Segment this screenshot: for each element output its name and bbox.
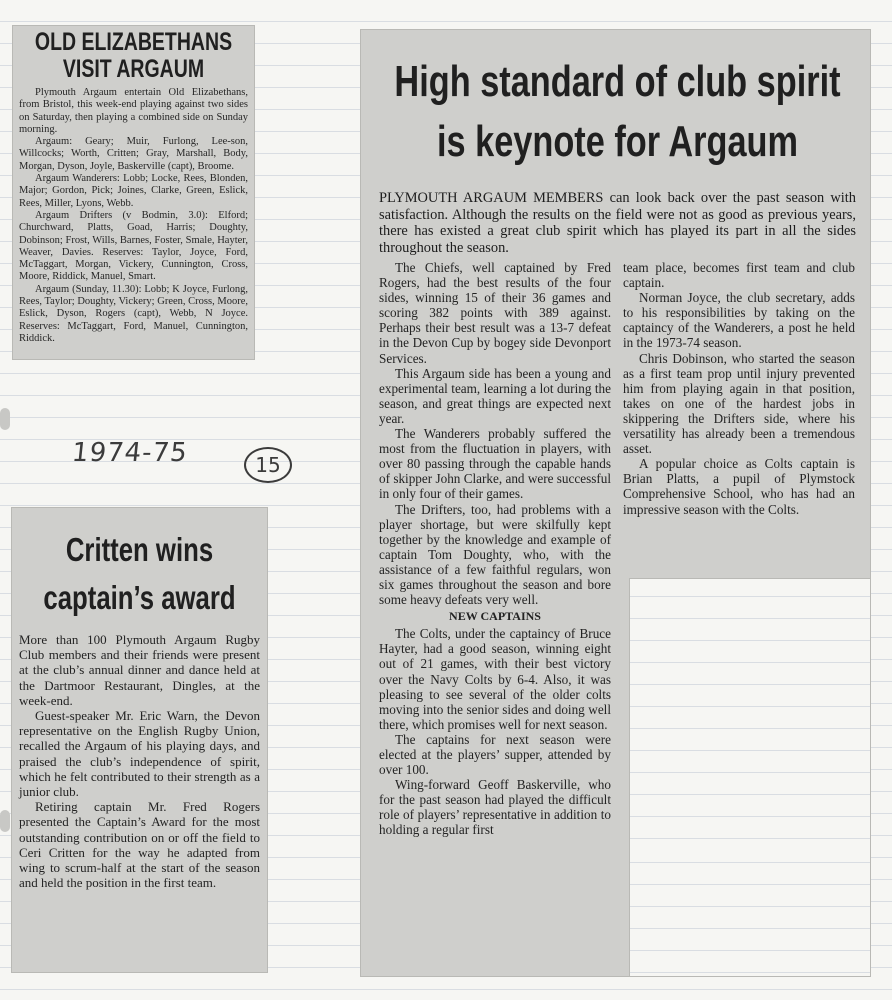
paragraph: Wing-forward Geoff Baskerville, who for the past season had played the difficult role of players’ representative in addition to holding a regular first	[379, 777, 611, 838]
article-body	[19, 632, 260, 890]
paragraph: Plymouth Argaum entertain Old Elizabethans, from Bristol, this week-end playing against two sides on Saturday, then playing a combined side on Sunday morning.	[19, 87, 248, 135]
page-background-patch	[629, 578, 870, 976]
paragraph: Guest-speaker Mr. Eric Warn, the Devon representative on the English Rugby Union, recalled the Argaum of his playing days, and praised the club’s independence of spirit, which he felt contributed to their strength as a junior club.	[19, 708, 260, 800]
paragraph: The Drifters, too, had problems with a player shortage, but were skilfully kept together by the knowledge and example of captain Tom Doughty, who, with the assistance of a few faithful regulars, won six games throughout the season and bore some heavy defeats very well.	[379, 501, 611, 608]
paragraph: Argaum Wanderers: Lobb; Locke, Rees, Blonden, Major; Gordon, Pick; Joines, Clarke, Green, Eslick, Rees, Miller, Lyons, Webb.	[19, 173, 248, 209]
handwritten-number: 15	[244, 447, 292, 483]
subheading: NEW CAPTAINS	[449, 609, 541, 624]
paragraph: The captains for next season were elected at the players’ supper, attended by over 100.	[379, 731, 611, 778]
paragraph: Argaum: Geary; Muir, Furlong, Lee-son, Willcocks; Worth, Critten; Gray, Marshall, Body, Morgan, Dyson, Joyle, Baskerville (capt), Broome.	[19, 136, 248, 172]
clipping-club-spirit	[361, 30, 870, 976]
paragraph: Argaum (Sunday, 11.30): Lobb; K Joyce, Furlong, Rees, Taylor; Doughty, Vickery; Green, Cross, Moore, Eslick, Dyson, Rogers (capt), Webb, N Joyce. Reserves: McTaggart, Ford, Manuel, Cunnington, Riddick.	[19, 283, 248, 344]
paragraph: The Chiefs, well captained by Fred Rogers, had the best results of the four sides, winning 15 of their 36 games and scoring 382 points with 389 against. Perhaps their best result was a 13-7 defeat in the Devon Cup by bogey side Devonport Services.	[379, 260, 611, 366]
paragraph: The Colts, under the captaincy of Bruce Hayter, had a good season, winning eight out of 21 games, with their best victory over the Navy Colts by 6-4. Also, it was pleasing to see several of the older colts moving into the senior sides and doing well there, which promises well for next season.	[379, 626, 611, 732]
paragraph: Argaum Drifters (v Bodmin, 3.0): Elford; Churchward, Platts, Goad, Harris; Doughty, Dobinson; Frost, Wills, Barnes, Foster, Smale, Hayter, Weaver, Davies. Reserves: Taylor, Joyce, Ford, McTaggart, Morgan, Vickery, Cunnington, Cross, Moore, Riddick, Manuel, Smart.	[19, 209, 248, 283]
headline-line: High standard of club spirit	[394, 57, 841, 106]
paragraph: Chris Dobinson, who started the season as a first team prop until injury prevented him from playing again in that position, takes on one of the hardest jobs in skippering the Drifters side, where his versatility has already been a tremendous asset.	[623, 350, 855, 457]
paragraph: The Wanderers probably suffered the most from the fluctuation in players, with over 80 passing through the capable hands of skipper John Clarke, and were successful in only four of their games.	[379, 426, 611, 502]
binder-hole	[0, 408, 10, 430]
headline-line: VISIT ARGAUM	[62, 55, 205, 83]
clipping-old-elizabethans	[13, 26, 254, 359]
paragraph: Retiring captain Mr. Fred Rogers presented the Captain’s Award for the most outstanding contribution on or off the field to Ceri Critten for the way he adapted from wing to scrum-half at the start of the season and held the position in the first team.	[19, 799, 260, 891]
headline	[385, 52, 851, 172]
paragraph: A popular choice as Colts captain is Brian Platts, a pupil of Plymstock Comprehensive School, who has had an impressive season with the Colts.	[623, 456, 855, 517]
paragraph: team place, becomes first team and club captain.	[623, 260, 855, 291]
headline-line: Critten wins	[65, 531, 214, 568]
clipping-critten-award	[12, 508, 267, 972]
article-body	[19, 87, 248, 345]
binder-hole	[0, 810, 10, 832]
headline-line: captain’s award	[43, 579, 236, 616]
paragraph: Norman Joyce, the club secretary, adds to his responsibilities by taking on the captaincy of the Wanderers, a post he held in the 1973-74 season.	[623, 290, 855, 351]
headline	[22, 526, 257, 622]
headline	[21, 29, 246, 83]
paragraph: More than 100 Plymouth Argaum Rugby Club members and their friends were present at the club’s annual dinner and dance held at the Dartmoor Restaurant, Dingles, at the week-end.	[19, 632, 260, 708]
paragraph: This Argaum side has been a young and experimental team, learning a lot during the season, and great things are expected next year.	[379, 365, 611, 426]
headline-line: is keynote for Argaum	[436, 117, 799, 166]
handwritten-year: 1974-75	[70, 438, 190, 468]
lead-paragraph: PLYMOUTH ARGAUM MEMBERS can look back over the past season with satisfaction. Although the results on the field were not as good as previous years, there has existed a great club spirit which has played its part in all the sides throughout the season.	[379, 190, 856, 256]
column-left	[379, 260, 611, 838]
headline-line: OLD ELIZABETHANS	[34, 28, 233, 56]
